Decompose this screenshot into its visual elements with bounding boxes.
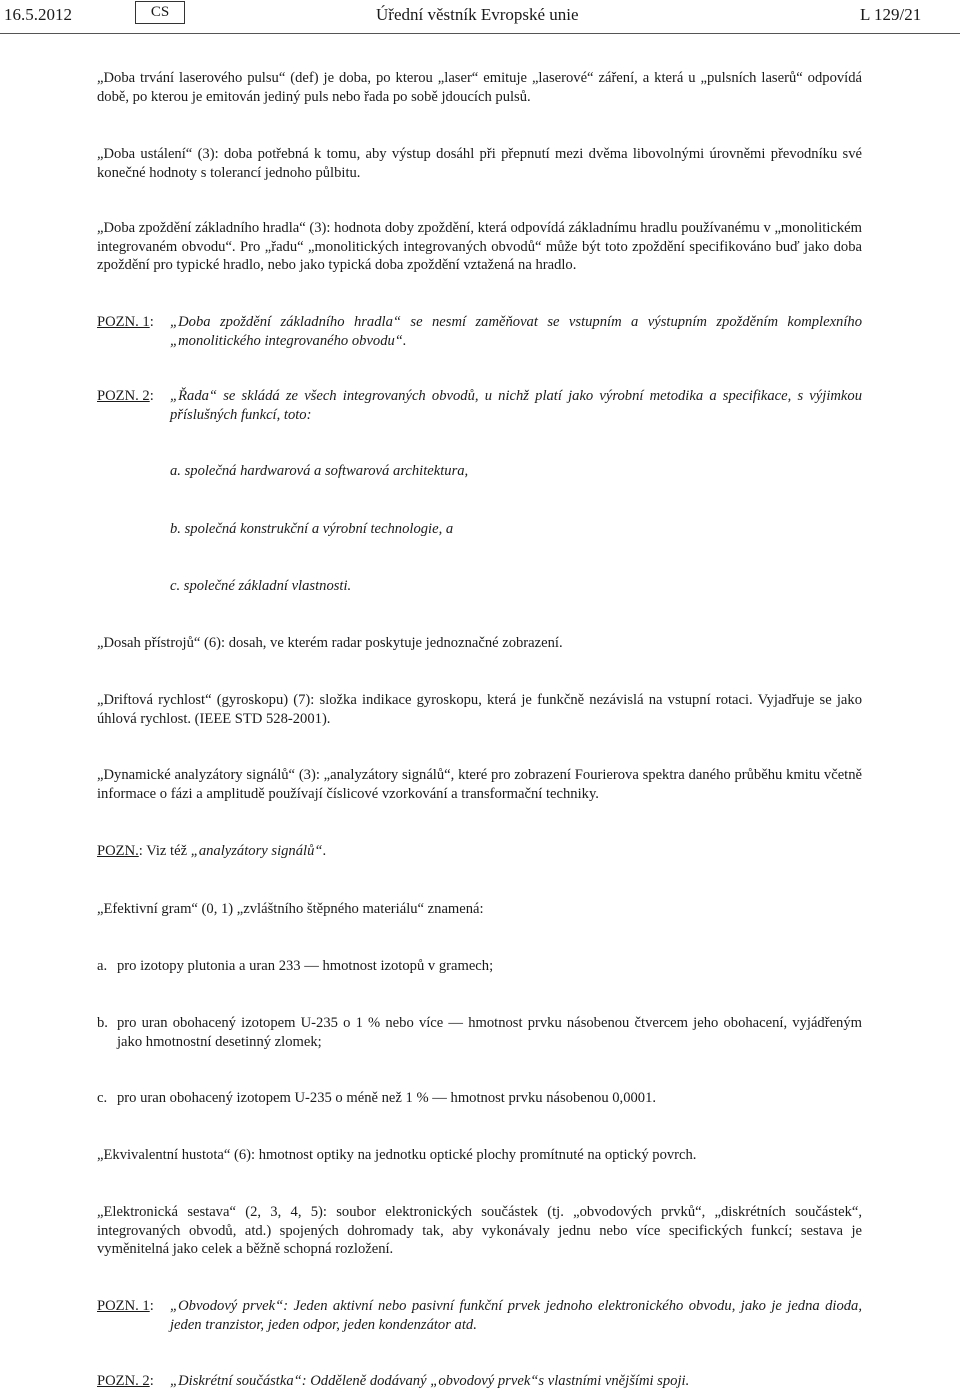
definition-paragraph: „Ekvivalentní hustota“ (6): hmotnost optiky na jednotku optické plochy promítnuté na optický povrch. [97, 1147, 697, 1163]
definition-paragraph: „Elektronická sestava“ (2, 3, 4, 5): soubor elektronických součástek (tj. „obvodových prvků“, „diskrétních součástek“, integrovaných obvodů, atd.) spojených dohromady tak, aby vykonávaly jednu nebo více specifických funkcí; sestava je vyměnitelná jako celek a běžně schopná rozložení. [97, 1204, 862, 1257]
language-code-box: CS [135, 1, 185, 24]
note-text: „Řada“ se skládá ze všech integrovaných obvodů, u nichž platí jako výrobní metodika a specifikace, s výjimkou příslušných funkcí, toto: [170, 388, 862, 423]
note-text: „Doba zpoždění základního hradla“ se nesmí zaměňovat se vstupním a výstupním zpožděním komplexního „monolitického integrovaného obvodu“. [170, 314, 862, 349]
note-block [97, 387, 862, 424]
list-item-text: pro uran obohacený izotopem U-235 o méně než 1 % — hmotnost prvku násobenou 0,0001. [117, 1090, 657, 1106]
definition-paragraph: „Doba zpoždění základního hradla“ (3): hodnota doby zpoždění, která odpovídá základnímu hradlu používanému v „monolitickém integrovaném obvodu“. Pro „řadu“ „monolitických integrovaných obvodů“ může být toto zpoždění specifikováno buď jako doba zpoždění pro typické hradlo, nebo jako typická doba zpoždění vztažená na hradlo. [97, 220, 862, 273]
note-label: POZN. 2: [97, 388, 154, 404]
definition-paragraph: „Doba trvání laserového pulsu“ (def) je doba, po kterou „laser“ emituje „laserové“ záření, a která u „pulsních laserů“ odpovídá době, po kterou je emitován jediný puls nebo řada po sobě jdoucích pulsů. [97, 70, 862, 105]
note-label: POZN. 2: [97, 1373, 154, 1389]
note-label: POZN. 1: [97, 1298, 154, 1314]
list-item [97, 957, 862, 976]
note-block: POZN.: Viz též „analyzátory signálů“. [97, 843, 327, 859]
journal-title: Úřední věstník Evropské unie [376, 5, 579, 24]
note-text: „analyzátory signálů“ [190, 843, 323, 859]
page-header [0, 0, 960, 30]
definition-paragraph: „Driftová rychlost“ (gyroskopu) (7): složka indikace gyroskopu, která je funkčně nezávislá na vstupní rotaci. Vyjadřuje se jako úhlová rychlost. (IEEE STD 528-2001). [97, 692, 862, 727]
note-label: POZN. [97, 843, 139, 859]
note-text: „Diskrétní součástka“: Odděleně dodávaný „obvodový prvek“s vlastními vnějšími spoji. [170, 1373, 690, 1389]
header-divider [0, 33, 960, 34]
publication-date: 16.5.2012 [4, 5, 72, 24]
definition-paragraph: „Doba ustálení“ (3): doba potřebná k tomu, aby výstup dosáhl při přepnutí mezi dvěma libovolnými úrovněmi převodníku své konečné hodnoty s tolerancí jednoho půlbitu. [97, 146, 862, 181]
list-item-text: pro uran obohacený izotopem U-235 o 1 % nebo více — hmotnost prvku násobenou čtvercem jeho obohacení, vyjádřeným jako hmotnostní desetinný zlomek; [117, 1015, 862, 1050]
note-block [97, 1297, 862, 1334]
definition-paragraph: „Dosah přístrojů“ (6): dosah, ve kterém radar poskytuje jednoznačné zobrazení. [97, 635, 563, 651]
list-item [97, 1089, 862, 1108]
definition-paragraph: „Dynamické analyzátory signálů“ (3): „analyzátory signálů“, které pro zobrazení Fourierova spektra daného průběhu kmitu včetně informace o fázi a amplitudě používají číslicové vzorkování a transformační techniky. [97, 767, 862, 802]
list-item-text: pro izotopy plutonia a uran 233 — hmotnost izotopů v gramech; [117, 958, 494, 974]
note-list-item: b. společná konstrukční a výrobní technologie, a [170, 521, 454, 537]
list-marker: c. [97, 1090, 108, 1106]
note-list-item: c. společné základní vlastnosti. [170, 578, 352, 594]
note-list-item: a. společná hardwarová a softwarová architektura, [170, 463, 469, 479]
page-number: L 129/21 [860, 5, 922, 24]
list-marker: b. [97, 1015, 108, 1031]
note-block [97, 1372, 862, 1391]
note-text: „Obvodový prvek“: Jeden aktivní nebo pasivní funkční prvek jednoho elektronického obvodu, jako je jedna dioda, jeden tranzistor, jeden odpor, jeden kondenzátor atd. [170, 1298, 862, 1333]
definition-paragraph: „Efektivní gram“ (0, 1) „zvláštního štěpného materiálu“ znamená: [97, 901, 484, 917]
list-item [97, 1014, 862, 1051]
note-block [97, 313, 862, 350]
note-label: POZN. 1: [97, 314, 154, 330]
list-marker: a. [97, 958, 108, 974]
